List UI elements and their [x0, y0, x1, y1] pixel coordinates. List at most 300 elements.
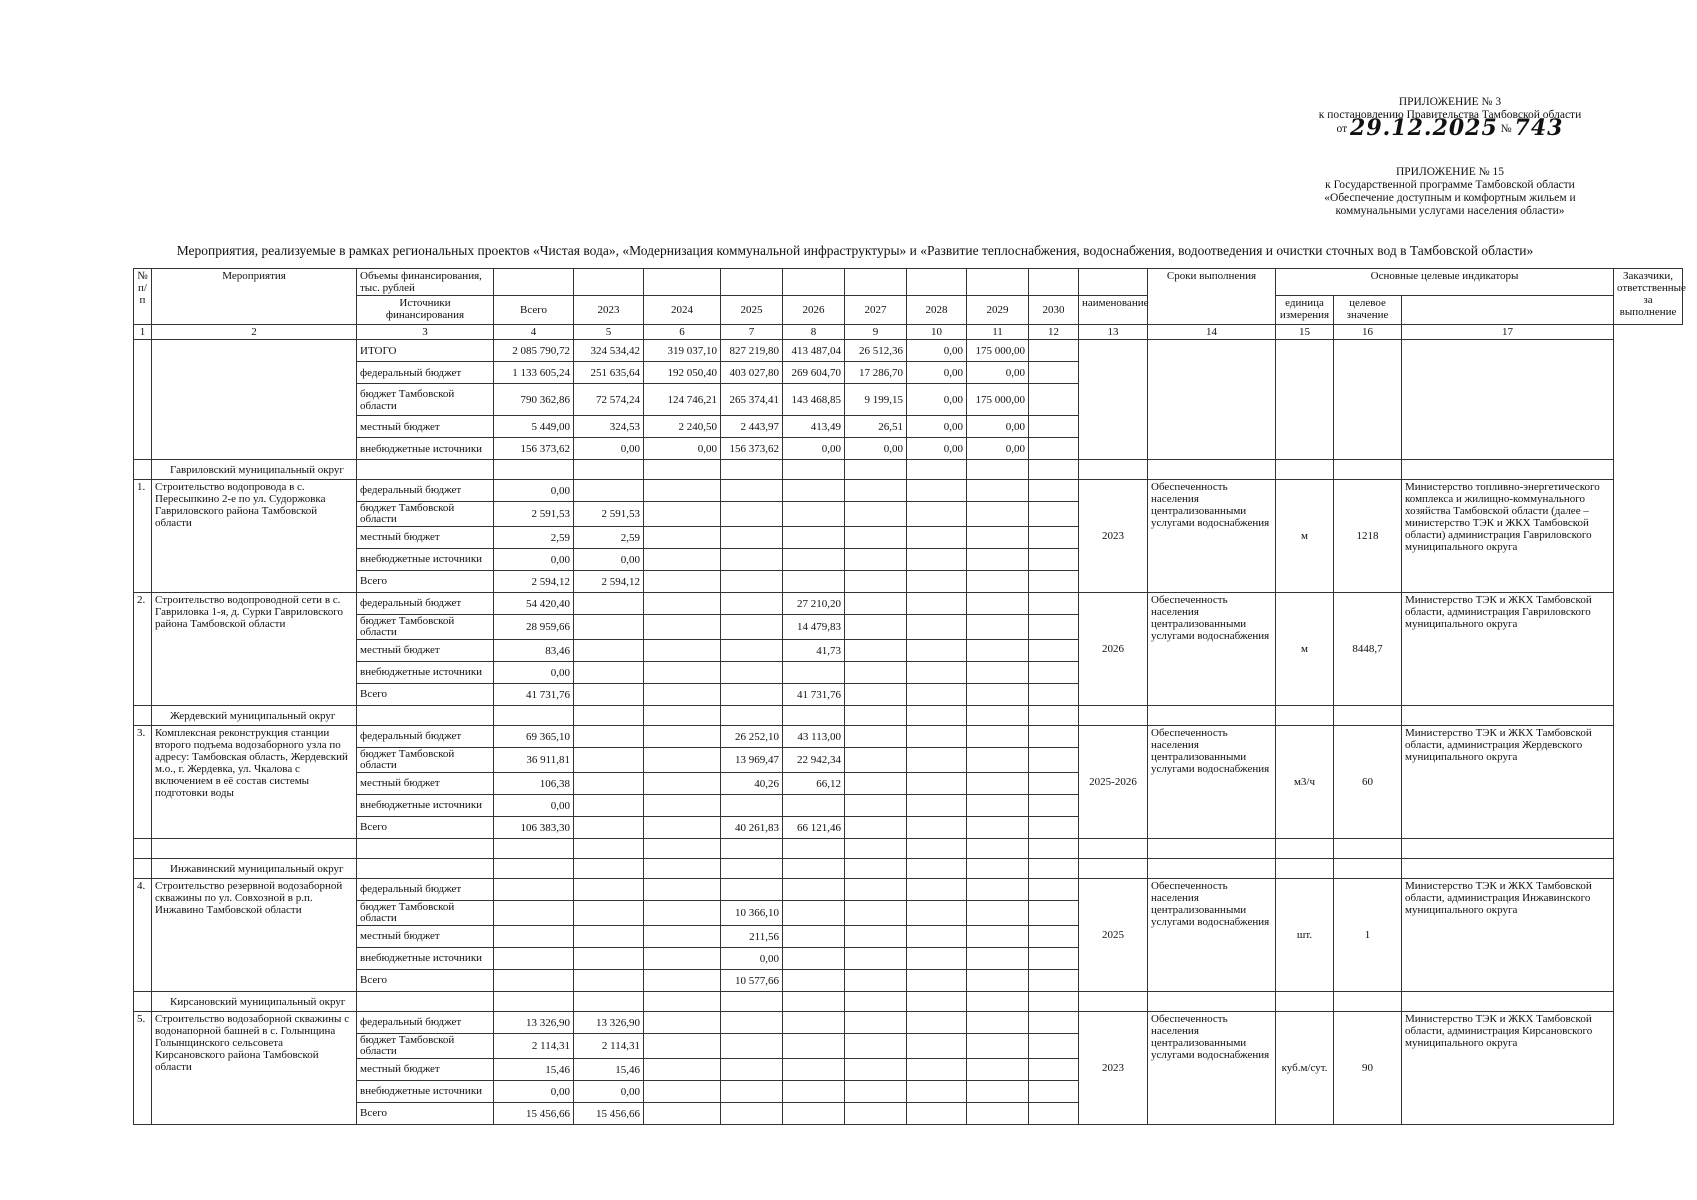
source-cell: внебюджетные источники: [357, 549, 494, 571]
value-cell: [845, 571, 907, 593]
value-cell: [644, 615, 721, 640]
value-cell: [967, 502, 1029, 527]
value-cell: [644, 970, 721, 992]
value-cell: [644, 1034, 721, 1059]
value-cell: [907, 502, 967, 527]
appendix-15-line3: коммунальными услугами населения области»: [1335, 205, 1565, 217]
item-customer: Министерство ТЭК и ЖКХ Тамбовской области, администрация Гавриловского муниципального округа: [1402, 593, 1614, 706]
index-cell: 8: [783, 325, 845, 340]
value-cell: [907, 970, 967, 992]
value-cell: [907, 684, 967, 706]
header-2026: 2026: [783, 296, 845, 325]
value-cell: [907, 527, 967, 549]
section-title: Жердевский муниципальный округ: [152, 706, 357, 726]
appendix-15-line1: к Государственной программе Тамбовской области: [1325, 179, 1575, 191]
value-cell: 66,12: [783, 773, 845, 795]
value-cell: [907, 926, 967, 948]
item-target: 1218: [1334, 480, 1402, 593]
index-cell: 3: [357, 325, 494, 340]
value-cell: [845, 773, 907, 795]
item-indicator: Обеспеченность населения централизованными услугами водоснабжения: [1148, 879, 1276, 992]
value-cell: [967, 773, 1029, 795]
value-cell: [967, 726, 1029, 748]
value-cell: 15,46: [494, 1059, 574, 1081]
header-sources: Источники финансирования: [357, 296, 494, 325]
value-cell: [907, 1103, 967, 1125]
value-cell: [1029, 480, 1079, 502]
handwritten-date: 29.12.2025: [1350, 115, 1498, 141]
source-cell: внебюджетные источники: [357, 795, 494, 817]
item-number: 1.: [134, 480, 152, 593]
index-cell: 5: [574, 325, 644, 340]
value-cell: 0,00: [721, 948, 783, 970]
item-unit: м: [1276, 480, 1334, 593]
value-cell: 413,49: [783, 416, 845, 438]
value-cell: [1029, 684, 1079, 706]
index-cell: 10: [907, 325, 967, 340]
index-cell: 2: [152, 325, 357, 340]
value-cell: [494, 970, 574, 992]
value-cell: [574, 662, 644, 684]
value-cell: [721, 1034, 783, 1059]
value-cell: [845, 970, 907, 992]
value-cell: [721, 571, 783, 593]
summary-row: [134, 340, 1683, 362]
value-cell: [721, 549, 783, 571]
item-number: 3.: [134, 726, 152, 839]
value-cell: 9 199,15: [845, 384, 907, 416]
value-cell: [845, 684, 907, 706]
value-cell: [1029, 662, 1079, 684]
value-cell: [907, 948, 967, 970]
source-cell: местный бюджет: [357, 773, 494, 795]
header-target: целевое значение: [1334, 296, 1402, 325]
value-cell: 0,00: [967, 438, 1029, 460]
column-index-row: [134, 325, 1683, 340]
value-cell: [967, 640, 1029, 662]
value-cell: [967, 527, 1029, 549]
value-cell: [967, 1081, 1029, 1103]
value-cell: 54 420,40: [494, 593, 574, 615]
value-cell: [907, 593, 967, 615]
value-cell: [907, 726, 967, 748]
source-cell: местный бюджет: [357, 926, 494, 948]
item-indicator: Обеспеченность населения централизованными услугами водоснабжения: [1148, 726, 1276, 839]
value-cell: [644, 640, 721, 662]
value-cell: [845, 480, 907, 502]
value-cell: 2 591,53: [494, 502, 574, 527]
value-cell: [644, 1081, 721, 1103]
index-cell: 12: [1029, 325, 1079, 340]
source-cell: местный бюджет: [357, 640, 494, 662]
value-cell: [967, 795, 1029, 817]
value-cell: [845, 662, 907, 684]
value-cell: [845, 1034, 907, 1059]
section-row: [134, 859, 1683, 879]
value-cell: [1029, 438, 1079, 460]
value-cell: [907, 571, 967, 593]
value-cell: [1029, 527, 1079, 549]
value-cell: 41 731,76: [494, 684, 574, 706]
item-customer: Министерство ТЭК и ЖКХ Тамбовской области, администрация Инжавинского муниципального округа: [1402, 879, 1614, 992]
section-title: Гавриловский муниципальный округ: [152, 460, 357, 480]
source-cell: федеральный бюджет: [357, 726, 494, 748]
appendix-3-title: ПРИЛОЖЕНИЕ № 3: [1398, 96, 1502, 108]
value-cell: 2 594,12: [494, 571, 574, 593]
value-cell: [845, 726, 907, 748]
value-cell: 36 911,81: [494, 748, 574, 773]
value-cell: [1029, 340, 1079, 362]
value-cell: [1029, 416, 1079, 438]
value-cell: [967, 817, 1029, 839]
value-cell: [1029, 549, 1079, 571]
source-cell: местный бюджет: [357, 527, 494, 549]
value-cell: [644, 1103, 721, 1125]
value-cell: [1029, 593, 1079, 615]
item-indicator: Обеспеченность населения централизованными услугами водоснабжения: [1148, 593, 1276, 706]
header-2023: 2023: [574, 296, 644, 325]
value-cell: [845, 748, 907, 773]
value-cell: 26 512,36: [845, 340, 907, 362]
value-cell: 251 635,64: [574, 362, 644, 384]
item-indicator: Обеспеченность населения централизованными услугами водоснабжения: [1148, 1012, 1276, 1125]
value-cell: [907, 748, 967, 773]
value-cell: [721, 640, 783, 662]
value-cell: [967, 1059, 1029, 1081]
value-cell: 13 326,90: [574, 1012, 644, 1034]
value-cell: [644, 726, 721, 748]
value-cell: 13 326,90: [494, 1012, 574, 1034]
value-cell: 106,38: [494, 773, 574, 795]
value-cell: [721, 684, 783, 706]
value-cell: [907, 1081, 967, 1103]
value-cell: 0,00: [644, 438, 721, 460]
value-cell: [1029, 773, 1079, 795]
value-cell: 2 114,31: [494, 1034, 574, 1059]
source-cell: бюджет Тамбовской области: [357, 748, 494, 773]
value-cell: [967, 1034, 1029, 1059]
item-measure: Строительство водозаборной скважины с водонапорной башней в с. Голынщина Голынщинского сельсовета Кирсановского района Тамбовской области: [152, 1012, 357, 1125]
item-measure: Строительство водопроводной сети в с. Гавриловка 1-я, д. Сурки Гавриловского района Тамбовской области: [152, 593, 357, 706]
source-cell: бюджет Тамбовской области: [357, 901, 494, 926]
value-cell: 175 000,00: [967, 384, 1029, 416]
value-cell: [845, 640, 907, 662]
value-cell: 0,00: [574, 1081, 644, 1103]
section-row: [134, 460, 1683, 480]
value-cell: [845, 615, 907, 640]
value-cell: [783, 879, 845, 901]
source-cell: федеральный бюджет: [357, 362, 494, 384]
value-cell: [1029, 571, 1079, 593]
value-cell: [907, 480, 967, 502]
value-cell: 13 969,47: [721, 748, 783, 773]
value-cell: [845, 593, 907, 615]
appendix-3-block: [1300, 96, 1600, 141]
item-customer: Министерство ТЭК и ЖКХ Тамбовской области, администрация Кирсановского муниципального округа: [1402, 1012, 1614, 1125]
index-cell: 16: [1334, 325, 1402, 340]
value-cell: 10 366,10: [721, 901, 783, 926]
index-cell: 13: [1079, 325, 1148, 340]
value-cell: [1029, 1103, 1079, 1125]
value-cell: [1029, 640, 1079, 662]
measures-table: [133, 268, 1686, 1125]
value-cell: [1029, 1034, 1079, 1059]
value-cell: [783, 1081, 845, 1103]
item-term: 2025-2026: [1079, 726, 1148, 839]
value-cell: 22 942,34: [783, 748, 845, 773]
value-cell: 17 286,70: [845, 362, 907, 384]
item-measure: Комплексная реконструкция станции второго подъема водозаборного узла по адресу: Тамбовская область, Жердевский м.о., г. Жердевка, ул. Чкалова с включением в её состав системы подготовки воды: [152, 726, 357, 839]
section-row: [134, 706, 1683, 726]
source-cell: местный бюджет: [357, 416, 494, 438]
value-cell: [644, 748, 721, 773]
value-cell: [494, 948, 574, 970]
header-unit: единица измерения: [1276, 296, 1334, 325]
value-cell: 43 113,00: [783, 726, 845, 748]
index-cell: 11: [967, 325, 1029, 340]
value-cell: [574, 773, 644, 795]
header-2025: 2025: [721, 296, 783, 325]
value-cell: 827 219,80: [721, 340, 783, 362]
source-cell: федеральный бюджет: [357, 593, 494, 615]
source-cell: Всего: [357, 1103, 494, 1125]
item-target: 90: [1334, 1012, 1402, 1125]
value-cell: [967, 948, 1029, 970]
value-cell: [967, 1103, 1029, 1125]
table-row: [134, 1012, 1683, 1034]
value-cell: [1029, 1059, 1079, 1081]
value-cell: 124 746,21: [644, 384, 721, 416]
value-cell: 0,00: [574, 438, 644, 460]
value-cell: [845, 926, 907, 948]
value-cell: [574, 615, 644, 640]
source-cell: Всего: [357, 970, 494, 992]
value-cell: [845, 795, 907, 817]
value-cell: [644, 773, 721, 795]
value-cell: 0,00: [907, 384, 967, 416]
value-cell: [644, 901, 721, 926]
item-number: 5.: [134, 1012, 152, 1125]
value-cell: [783, 480, 845, 502]
value-cell: 2,59: [574, 527, 644, 549]
value-cell: [907, 901, 967, 926]
section-title: Кирсановский муниципальный округ: [152, 992, 357, 1012]
value-cell: [967, 970, 1029, 992]
value-cell: [1029, 901, 1079, 926]
source-cell: внебюджетные источники: [357, 662, 494, 684]
value-cell: [783, 926, 845, 948]
source-cell: федеральный бюджет: [357, 1012, 494, 1034]
header-2027: 2027: [845, 296, 907, 325]
index-cell: 4: [494, 325, 574, 340]
value-cell: 72 574,24: [574, 384, 644, 416]
header-measures: Мероприятия: [152, 269, 357, 325]
appendix-15-block: [1300, 166, 1600, 218]
value-cell: [967, 662, 1029, 684]
value-cell: [845, 901, 907, 926]
value-cell: 1 133 605,24: [494, 362, 574, 384]
value-cell: 0,00: [967, 416, 1029, 438]
value-cell: [783, 1012, 845, 1034]
handwritten-number: 743: [1514, 115, 1564, 141]
table-row: [134, 593, 1683, 615]
value-cell: [721, 502, 783, 527]
value-cell: 211,56: [721, 926, 783, 948]
value-cell: 0,00: [494, 549, 574, 571]
value-cell: [845, 1012, 907, 1034]
value-cell: 2 114,31: [574, 1034, 644, 1059]
value-cell: [845, 502, 907, 527]
value-cell: 40 261,83: [721, 817, 783, 839]
value-cell: 156 373,62: [721, 438, 783, 460]
value-cell: [783, 502, 845, 527]
value-cell: [967, 571, 1029, 593]
source-cell: бюджет Тамбовской области: [357, 1034, 494, 1059]
value-cell: 0,00: [845, 438, 907, 460]
value-cell: 0,00: [574, 549, 644, 571]
value-cell: [907, 615, 967, 640]
appendix-15-line2: «Обеспечение доступным и комфортным жильем и: [1324, 192, 1576, 204]
item-number: 2.: [134, 593, 152, 706]
value-cell: [1029, 948, 1079, 970]
value-cell: [574, 970, 644, 992]
value-cell: [644, 502, 721, 527]
value-cell: 83,46: [494, 640, 574, 662]
value-cell: 156 373,62: [494, 438, 574, 460]
value-cell: [1029, 879, 1079, 901]
header-2024: 2024: [644, 296, 721, 325]
value-cell: [1029, 362, 1079, 384]
item-indicator: Обеспеченность населения централизованными услугами водоснабжения: [1148, 480, 1276, 593]
value-cell: [644, 795, 721, 817]
value-cell: [845, 879, 907, 901]
value-cell: [574, 593, 644, 615]
value-cell: 0,00: [494, 1081, 574, 1103]
header-indicators: Основные целевые индикаторы: [1276, 269, 1614, 296]
value-cell: [783, 549, 845, 571]
value-cell: [644, 593, 721, 615]
value-cell: [1029, 748, 1079, 773]
header-2028: 2028: [907, 296, 967, 325]
value-cell: [783, 948, 845, 970]
source-cell: федеральный бюджет: [357, 879, 494, 901]
value-cell: [574, 480, 644, 502]
source-cell: ИТОГО: [357, 340, 494, 362]
value-cell: [494, 926, 574, 948]
value-cell: 324,53: [574, 416, 644, 438]
index-cell: 17: [1402, 325, 1614, 340]
value-cell: [907, 879, 967, 901]
value-cell: [907, 1012, 967, 1034]
value-cell: 0,00: [494, 795, 574, 817]
table-row: [134, 879, 1683, 901]
header-customers: Заказчики, ответственные за выполнение: [1614, 269, 1683, 325]
value-cell: [644, 879, 721, 901]
value-cell: [845, 527, 907, 549]
value-cell: [1029, 817, 1079, 839]
value-cell: [644, 480, 721, 502]
value-cell: 26,51: [845, 416, 907, 438]
value-cell: 2 240,50: [644, 416, 721, 438]
header-indicator-name: наименование: [1079, 296, 1148, 325]
value-cell: 2,59: [494, 527, 574, 549]
item-term: 2023: [1079, 480, 1148, 593]
item-term: 2025: [1079, 879, 1148, 992]
value-cell: [967, 901, 1029, 926]
value-cell: 403 027,80: [721, 362, 783, 384]
value-cell: [644, 571, 721, 593]
item-customer: Министерство ТЭК и ЖКХ Тамбовской области, администрация Жердевского муниципального округа: [1402, 726, 1614, 839]
value-cell: [574, 948, 644, 970]
header-num: № п/п: [134, 269, 152, 325]
value-cell: [574, 684, 644, 706]
value-cell: [574, 640, 644, 662]
value-cell: [574, 795, 644, 817]
appendix-3-line: к постановлению Правительства Тамбовской области: [1318, 109, 1582, 121]
value-cell: [721, 1081, 783, 1103]
header-2029: 2029: [967, 296, 1029, 325]
source-cell: внебюджетные источники: [357, 948, 494, 970]
item-term: 2026: [1079, 593, 1148, 706]
value-cell: [1029, 926, 1079, 948]
value-cell: [845, 817, 907, 839]
value-cell: [845, 948, 907, 970]
value-cell: [967, 1012, 1029, 1034]
value-cell: [907, 662, 967, 684]
value-cell: [1029, 384, 1079, 416]
value-cell: [845, 1081, 907, 1103]
value-cell: [967, 615, 1029, 640]
source-cell: внебюджетные источники: [357, 438, 494, 460]
value-cell: 0,00: [494, 662, 574, 684]
source-cell: Всего: [357, 571, 494, 593]
value-cell: 26 252,10: [721, 726, 783, 748]
value-cell: [967, 748, 1029, 773]
value-cell: [644, 1059, 721, 1081]
value-cell: [644, 684, 721, 706]
value-cell: [644, 527, 721, 549]
table-row: [134, 480, 1683, 502]
value-cell: 2 591,53: [574, 502, 644, 527]
value-cell: [644, 817, 721, 839]
value-cell: [907, 817, 967, 839]
header-total: Всего: [494, 296, 574, 325]
header-2030: 2030: [1029, 296, 1079, 325]
section-row: [134, 992, 1683, 1012]
item-measure: Строительство водопровода в с. Пересыпкино 2-е по ул. Судоржовка Гавриловского района Тамбовской области: [152, 480, 357, 593]
value-cell: [721, 1103, 783, 1125]
value-cell: [721, 1059, 783, 1081]
value-cell: [1029, 502, 1079, 527]
index-cell: 14: [1148, 325, 1276, 340]
value-cell: 106 383,30: [494, 817, 574, 839]
date-prefix: от: [1336, 123, 1348, 135]
value-cell: 265 374,41: [721, 384, 783, 416]
value-cell: 27 210,20: [783, 593, 845, 615]
value-cell: 28 959,66: [494, 615, 574, 640]
value-cell: [907, 640, 967, 662]
document-title: Мероприятия, реализуемые в рамках региональных проектов «Чистая вода», «Модернизация коммунальной инфраструктуры» и «Развитие теплоснабжения, водоснабжения, водоотведения и очистки сточных вод в Тамбовской области»: [176, 243, 1534, 258]
value-cell: 0,00: [907, 416, 967, 438]
value-cell: [644, 926, 721, 948]
value-cell: [907, 1034, 967, 1059]
value-cell: [574, 817, 644, 839]
value-cell: [783, 527, 845, 549]
value-cell: 2 443,97: [721, 416, 783, 438]
source-cell: бюджет Тамбовской области: [357, 502, 494, 527]
source-cell: бюджет Тамбовской области: [357, 384, 494, 416]
value-cell: [1029, 1081, 1079, 1103]
